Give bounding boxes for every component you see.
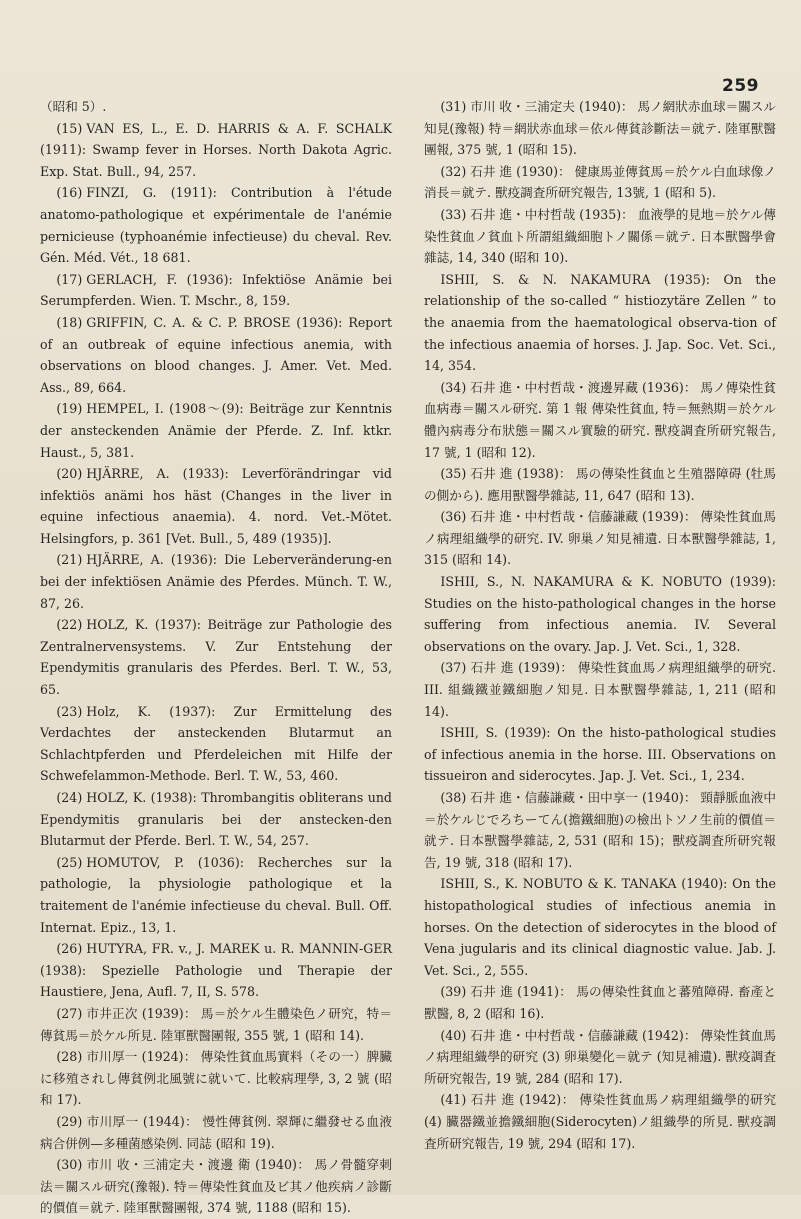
reference-entry — [424, 657, 776, 722]
reference-text: 石井 進・信藤謙藏・田中享一 (1940)： 頸靜脈血液中＝於ケルじでろちーてん(擔鐵細胞)の檢出トソノ生前的價值＝就テ. 日本獸醫學雜誌, 2, 531 (昭和 15)；獸疫調査所研究報告, 19 號, 318 (昭和 17). — [424, 790, 776, 870]
reference-number: (22) — [56, 617, 83, 633]
reference-entry — [40, 787, 392, 852]
reference-number: (34) — [440, 379, 467, 395]
reference-number: (19) — [56, 401, 83, 417]
reference-text: 市川 收・三浦定夫 (1940)： 馬ノ網狀赤血球＝關スル知見(豫報) 特＝網狀赤血球＝依ル傳貧診斷法＝就テ. 陸軍獸醫團報, 375 號, 1 (昭和 15). — [424, 99, 776, 158]
reference-entry — [40, 549, 392, 614]
reference-entry — [424, 571, 776, 657]
reference-entry — [424, 1025, 776, 1090]
reference-text: 市川厚一 (1944)： 慢性傳貧例. 翠輝に繼發せる血液病合併例—多種菌感染例. 同誌 (昭和 19). — [40, 1113, 392, 1151]
reference-text: HEMPEL, I. (1908～(9): Beiträge zur Kenntnis der ansteckenden Anämie der Pferde. Z. Inf. ktkr. Haust., 5, 381. — [40, 401, 392, 460]
reference-entry — [40, 96, 392, 118]
left-column — [40, 96, 392, 1219]
reference-entry — [40, 463, 392, 549]
reference-entry — [40, 398, 392, 463]
reference-number: (39) — [440, 984, 467, 1000]
reference-entry — [424, 1089, 776, 1154]
reference-number: (28) — [56, 1049, 83, 1065]
reference-text: 市井正次 (1939)： 馬＝於ケル生體染色ノ研究，特＝傳貧馬＝於ケル所見. 陸軍獸醫團報, 355 號, 1 (昭和 14). — [40, 1005, 392, 1043]
reference-number: (37) — [440, 660, 467, 676]
reference-text: HJÄRRE, A. (1933): Leverförändringar vid infektiös anämi hos häst (Changes in the liver in equine infectious anaemia). 4. nord. Vet.-Mötet. Helsingfors, p. 361 [Vet. Bull., 5, 489 (1935)]. — [40, 466, 392, 546]
reference-entry — [40, 614, 392, 700]
reference-entry — [424, 722, 776, 787]
reference-number: (27) — [56, 1005, 83, 1021]
reference-text: GERLACH, F. (1936): Infektiöse Anämie bei Serumpferden. Wien. T. Mschr., 8, 159. — [40, 271, 392, 309]
reference-text: FINZI, G. (1911): Contribution à l'étude anatomo-pathologique et expérimentale de l'anémie pernicieuse (typhoanémie infectieuse) du cheval. Rev. Gén. Méd. Vét., 18 681. — [40, 185, 392, 266]
reference-number: (17) — [56, 271, 83, 287]
reference-number: (18) — [56, 314, 83, 330]
page-number: 259 — [722, 76, 759, 96]
reference-entry — [40, 1046, 392, 1111]
reference-number: (35) — [440, 466, 467, 482]
reference-entry — [40, 312, 392, 398]
reference-entry — [40, 118, 392, 183]
reference-entry — [424, 463, 776, 506]
reference-text: HOLZ, K. (1937): Beiträge zur Pathologie des Zentralnervensystems. V. Zur Entstehung der Ependymitis granularis des Pferdes. Berl. T. W., 53, 65. — [40, 617, 392, 698]
reference-entry — [424, 873, 776, 981]
reference-number: (29) — [56, 1113, 83, 1129]
reference-text: 石井 進・中村哲哉 (1935)： 血液學的見地＝於ケル傳染性貧血ノ貧血ト所謂組織細胞トノ關係＝就テ. 日本獸醫學會雜誌, 14, 340 (昭和 10). — [424, 206, 776, 266]
column-gutter — [407, 96, 408, 1156]
reference-entry — [424, 377, 776, 463]
reference-text: 石井 進 (1941)： 馬の傳染性貧血と蕃殖障碍. 畜產と獸醫, 8, 2 (昭和 16). — [424, 984, 776, 1021]
reference-entry — [40, 1111, 392, 1154]
reference-text: 石井 進・中村哲哉・渡邊昇藏 (1936)： 馬ノ傳染性貧血病毒＝關スル研究. 第 1 報 傳染性貧血, 特＝無熱期＝於ケル體內病毒分布狀態＝關スル實驗的研究. 獸疫調査所研究報告, 17 號, 1 (昭和 12). — [424, 379, 776, 460]
reference-number: (30) — [56, 1157, 83, 1173]
reference-number: (32) — [440, 163, 467, 179]
reference-number: (33) — [440, 206, 467, 222]
reference-entry — [40, 852, 392, 938]
reference-number: (15) — [56, 120, 83, 136]
reference-text: HOLZ, K. (1938): Thrombangitis obliterans und Ependymitis granularis bei der anstecken-den Blutarmut der Pferde. Berl. T. W., 54, 257. — [40, 790, 392, 849]
reference-number: (26) — [56, 941, 83, 957]
reference-text: HJÄRRE, A. (1936): Die Leberveränderung-en bei der infektiösen Anämie des Pferdes. Münch. T. W., 87, 26. — [40, 552, 392, 611]
reference-number: (38) — [440, 790, 467, 805]
reference-entry — [40, 1003, 392, 1046]
reference-text: 石井 進 (1942)： 傳染性貧血馬ノ病理組織學的研究 (4) 臟器鐵並擔鐵細胞(Siderocyten)ノ組織學的所見. 獸疫調査所研究報告, 19 號, 294 (昭和 17). — [424, 1092, 776, 1151]
reference-text: （昭和 5）. — [40, 99, 107, 114]
reference-number: (21) — [56, 552, 83, 568]
reference-entry — [424, 204, 776, 269]
reference-entry — [424, 981, 776, 1024]
reference-number: (20) — [56, 466, 83, 482]
reference-entry — [40, 938, 392, 1003]
reference-entry — [40, 182, 392, 268]
reference-entry — [424, 269, 776, 377]
reference-text: Holz, K. (1937): Zur Ermittelung des Verdachtes der ansteckenden Blutarmut an Schlachtpferden und Pferdeleichen mit Hilfe der Schwefelammon-Methode. Berl. T. W., 53, 460. — [40, 703, 392, 784]
reference-number: (36) — [440, 509, 467, 525]
reference-number: (40) — [440, 1027, 467, 1043]
reference-entry — [424, 506, 776, 571]
reference-number: (24) — [56, 790, 83, 805]
reference-text: ISHII, S. & N. NAKAMURA (1935): On the relationship of the so-called “ histiozytäre Zellen ” to the anaemia from the haematological observa-tion of the infectious anaemia of horses. J. Jap. Soc. Vet. Sci., 14, 354. — [424, 271, 776, 374]
reference-text: 石井 進・中村哲哉・信藤謙藏 (1939)： 傳染性貧血馬ノ病理組織學的研究. IV. 卵巢ノ知見補遺. 日本獸醫學雜誌, 1, 315 (昭和 14). — [424, 509, 776, 568]
reference-text: ISHII, S., N. NAKAMURA & K. NOBUTO (1939): Studies on the histo-pathological changes in the horse suffering from infectious anemia. IV. Several observations on the ovary. Jap. J. Vet. Sci., 1, 328. — [424, 574, 776, 654]
reference-number: (23) — [56, 703, 83, 719]
reference-text: HOMUTOV, P. (1036): Recherches sur la pathologie, la physiologie pathologique et la traitement de l'anémie infectieuse du cheval. Bull. Off. Internat. Epiz., 13, 1. — [40, 854, 392, 935]
reference-number: (31) — [440, 99, 467, 114]
reference-text: 石井 進・中村哲哉・信藤謙藏 (1942)： 傳染性貧血馬ノ病理組織學的研究 (3) 卵巢變化＝就テ (知見補遺). 獸疫調査所研究報告, 19 號, 284 (昭和 17). — [424, 1027, 776, 1086]
right-column — [424, 96, 776, 1154]
reference-text: 市川 收・三浦定夫・渡邊 衛 (1940)： 馬ノ骨髓穿刺法＝關スル研究(豫報). 特＝傳染性貧血及ビ其ノ他疾病ノ診斷的價值＝就テ. 陸軍獸醫團報, 374 號, 1188 (昭和 15). — [40, 1157, 392, 1216]
reference-text: 石井 進 (1938)： 馬の傳染性貧血と生殖器障碍 (牡馬の側から). 應用獸醫學雜誌, 11, 647 (昭和 13). — [424, 466, 776, 503]
reference-number: (16) — [56, 185, 83, 201]
reference-entry — [424, 161, 776, 204]
reference-text: 市川厚一 (1924)： 傳染性貧血馬實料（その一）脾臟に移殖されし傳貧例北風號に就いて. 比較病理學, 3, 2 號 (昭和 17). — [40, 1049, 392, 1108]
reference-entry — [40, 1154, 392, 1219]
reference-entry — [40, 701, 392, 787]
reference-text: 石井 進 (1939)： 傳染性貧血馬ノ病理組織學的研究. III. 組織鐵並鐵細胞ノ知見. 日本獸醫學雜誌, 1, 211 (昭和 14). — [424, 660, 776, 719]
reference-entry — [424, 787, 776, 873]
reference-text: 石井 進 (1930)： 健康馬並傳貧馬＝於ケル白血球像ノ消長＝就テ. 獸疫調査所研究報告, 13號, 1 (昭和 5). — [424, 163, 776, 201]
reference-text: HUTYRA, FR. v., J. MAREK u. R. MANNIN-GER (1938): Spezielle Pathologie und Therapie der Haustiere, Jena, Aufl. 7, II, S. 578. — [40, 941, 392, 1000]
reference-text: ISHII, S. (1939): On the histo-pathological studies of infectious anemia in the horse. III. Observations on tissueiron and siderocytes. Jap. J. Vet. Sci., 1, 234. — [424, 725, 776, 784]
reference-entry — [424, 96, 776, 161]
reference-text: VAN ES, L., E. D. HARRIS & A. F. SCHALK (1911): Swamp fever in Horses. North Dakota Agric. Exp. Stat. Bull., 94, 257. — [40, 120, 392, 179]
reference-number: (41) — [440, 1092, 467, 1108]
reference-text: ISHII, S., K. NOBUTO & K. TANAKA (1940): On the histopathological studies of infectious anemia in horses. On the detection of siderocytes in the blood of Vena jugularis and its clinical diagnostic value. Jab. J. Vet. Sci., 2, 555. — [424, 876, 776, 978]
reference-text: GRIFFIN, C. A. & C. P. BROSE (1936): Report of an outbreak of equine infectious anemia, with observations on blood changes. J. Amer. Vet. Med. Ass., 89, 664. — [40, 314, 392, 395]
reference-number: (25) — [56, 854, 83, 870]
reference-entry — [40, 269, 392, 312]
